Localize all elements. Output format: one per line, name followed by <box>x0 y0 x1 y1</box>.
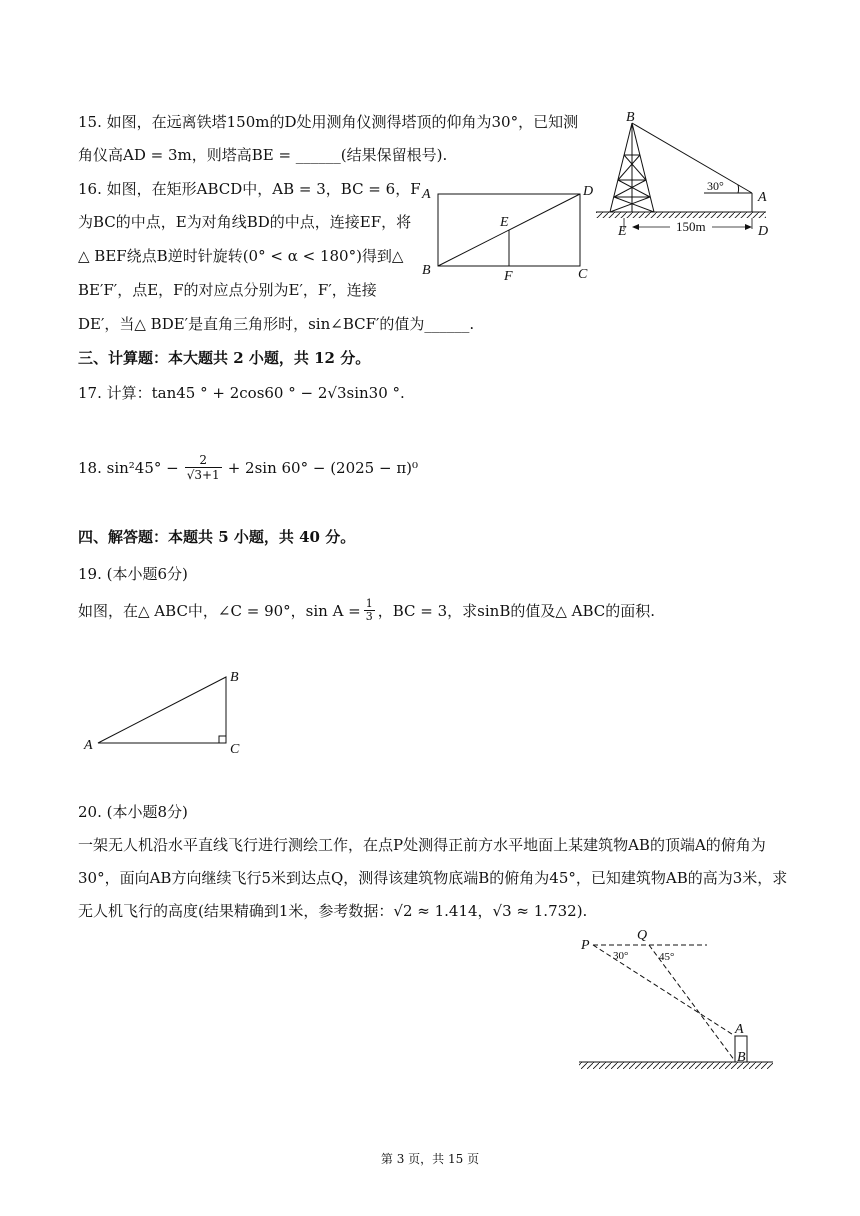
rect-label-c: C <box>578 267 588 282</box>
q20-line2: 30°，面向AB方向继续飞行5米到达点Q，测得该建筑物底端B的俯角为45°，已知建筑物AB的高为3米，求 <box>78 869 788 887</box>
q18-expression <box>78 453 418 482</box>
q19-body <box>78 598 655 623</box>
right-angle-mark <box>219 736 226 743</box>
tower-angle-label: 30° <box>707 179 724 193</box>
tri-label-c: C <box>230 742 240 757</box>
q17-text: 17. 计算：tan45 ° + 2cos60 ° − 2√3sin30 °. <box>78 384 405 402</box>
drone-angle-30: 30° <box>613 950 629 962</box>
tower-distance-label: 150m <box>676 219 706 234</box>
q19-frac-den: 3 <box>365 610 373 623</box>
q20-line1: 一架无人机沿水平直线飞行进行测绘工作，在点P处测得正前方水平地面上某建筑物AB的顶端A的俯角为 <box>78 836 766 854</box>
drone-label-a: A <box>735 1022 744 1037</box>
q16-line4: BE′F′，点E，F的对应点分别为E′，F′，连接 <box>78 281 377 299</box>
q15-line1: 15. 如图，在远离铁塔150m的D处用测角仪测得塔顶的仰角为30°，已知测 <box>78 113 579 131</box>
q19-frac-num: 1 <box>365 597 373 610</box>
ground-hatch <box>596 212 766 218</box>
section-4-heading: 四、解答题：本题共 5 小题，共 40 分。 <box>78 528 356 546</box>
section-3-heading: 三、计算题：本大题共 2 小题，共 12 分。 <box>78 349 371 367</box>
triangle-abc <box>98 677 226 743</box>
tower-figure <box>590 105 780 240</box>
rect-label-b: B <box>422 263 431 278</box>
rect-label-e: E <box>500 215 509 230</box>
drone-figure <box>575 925 780 1075</box>
q19-fraction <box>364 598 375 623</box>
tower-label-d: D <box>758 224 769 239</box>
drone-label-q: Q <box>637 928 648 943</box>
tower-lattice <box>610 123 654 212</box>
rectangle-figure <box>418 180 598 285</box>
drone-label-b: B <box>737 1050 746 1065</box>
drone-angle-45: 45° <box>659 951 675 963</box>
q18-prefix: 18. sin²45° − <box>78 458 179 477</box>
q20-head: 20. (本小题8分) <box>78 803 188 821</box>
rect-label-d: D <box>583 184 594 199</box>
tri-label-a: A <box>84 738 93 753</box>
q15-line2: 角仪高AD = 3m，则塔高BE = ______(结果保留根号). <box>78 146 448 164</box>
page-footer: 第 3 页，共 15 页 <box>380 1152 480 1166</box>
angle-arc <box>738 185 739 193</box>
q18-fraction <box>185 453 222 482</box>
rect-label-a: A <box>422 187 431 202</box>
q16-line2: 为BC的中点，E为对角线BD的中点，连接EF，将 <box>78 213 412 231</box>
q19-head: 19. (本小题6分) <box>78 565 188 583</box>
q18-frac-den: √3+1 <box>186 468 220 482</box>
sight-line <box>632 123 752 193</box>
q19-body-post: ，BC = 3，求sinB的值及△ ABC的面积. <box>377 602 656 620</box>
q18-suffix: + 2sin 60° − (2025 − π)⁰ <box>227 458 419 477</box>
q19-body-pre: 如图，在△ ABC中，∠C = 90°，sin A = <box>78 602 361 620</box>
rect-label-f: F <box>504 269 513 284</box>
q16-line5: DE′，当△ BDE′是直角三角形时，sin∠BCF′的值为______. <box>78 315 475 333</box>
tower-label-e: E <box>618 224 627 239</box>
tower-label-b: B <box>626 110 635 125</box>
triangle-figure <box>80 665 250 760</box>
drone-label-p: P <box>581 938 590 953</box>
q18-frac-num: 2 <box>199 453 208 467</box>
q20-line3: 无人机飞行的高度(结果精确到1米，参考数据：√2 ≈ 1.414，√3 ≈ 1.732). <box>78 902 588 920</box>
q16-line3: △ BEF绕点B逆时针旋转(0° < α < 180°)得到△ <box>78 247 404 265</box>
tower-label-a: A <box>758 190 767 205</box>
tri-label-b: B <box>230 670 239 685</box>
q16-line1: 16. 如图，在矩形ABCD中，AB = 3，BC = 6，F <box>78 180 421 198</box>
